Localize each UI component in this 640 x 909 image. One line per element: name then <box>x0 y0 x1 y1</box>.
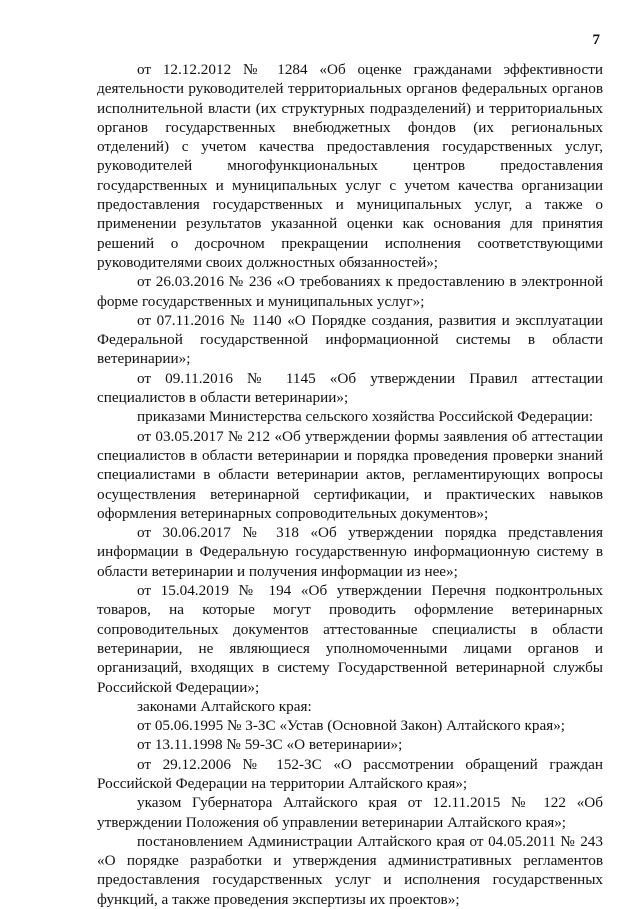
paragraph-law-152zs: от 29.12.2006 № 152-ЗС «О рассмотрении обращений граждан Российской Федерации на территории Алтайского края»; <box>97 755 603 792</box>
paragraph-regional-laws-heading: законами Алтайского края: <box>137 697 312 715</box>
document-body <box>97 60 603 909</box>
paragraph-decree-236: от 26.03.2016 № 236 «О требованиях к предоставлению в электронной форме государственных и муниципальных услуг»; <box>97 273 603 310</box>
page-number: 7 <box>592 32 600 48</box>
paragraph-order-194: от 15.04.2019 № 194 «Об утверждении Перечня подконтрольных товаров, на которые могут проводить оформление ветеринарных сопроводительных документов аттестованные специалисты в области ветеринарии, не являющиеся уполномоченными лицами органов и организаций, входящих в систему Государственной ветеринарной службы Российской Федерации»; <box>97 582 603 696</box>
paragraph-law-59zs: от 13.11.1998 № 59-ЗС «О ветеринарии»; <box>137 736 403 754</box>
paragraph-order-212: от 03.05.2017 № 212 «Об утверждении формы заявления об аттестации специалистов в области ветеринарии и порядка проведения проверки знаний специалистами в области ветеринарии актов, регламентирующих вопросы осуществления ветеринарной сертификации, и практических навыков оформления ветеринарных сопроводительных документов»; <box>97 427 603 522</box>
paragraph-governor-decree-122: указом Губернатора Алтайского края от 12.11.2015 № 122 «Об утверждении Положения об управлении ветеринарии Алтайского края»; <box>97 794 603 831</box>
paragraph-resolution-243: постановлением Администрации Алтайского края от 04.05.2011 № 243 «О порядке разработки и утверждения административных регламентов предоставления государственных услуг и исполнения государственных функций, а также проведения экспертизы их проектов»; <box>97 832 603 908</box>
paragraph-order-318: от 30.06.2017 № 318 «Об утверждении порядка представления информации в Федеральную государственную информационную систему в области ветеринарии и получения информации из нее»; <box>97 524 603 580</box>
paragraph-decree-1284: от 12.12.2012 № 1284 «Об оценке гражданами эффективности деятельности руководителей территориальных органов федеральных органов исполнительной власти (их структурных подразделений) и территориальных органов государственных внебюджетных фондов (их региональных отделений) с учетом качества предоставления государственных услуг, руководителей многофункциональных центров предоставления государственных и муниципальных услуг с учетом качества организации предоставления государственных и муниципальных услуг, а также о применении результатов указанной оценки как основания для принятия решений о досрочном прекращении исполнения соответствующими руководителями своих должностных обязанностей»; <box>97 61 603 271</box>
paragraph-law-3zs: от 05.06.1995 № 3-ЗС «Устав (Основной Закон) Алтайского края»; <box>137 717 566 735</box>
paragraph-decree-1140: от 07.11.2016 № 1140 «О Порядке создания, развития и эксплуатации Федеральной государственной информационной системы в области ветеринарии»; <box>97 311 603 368</box>
paragraph-decree-1145: от 09.11.2016 № 1145 «Об утверждении Правил аттестации специалистов в области ветеринарии»; <box>97 369 603 407</box>
paragraph-ministry-orders-heading: приказами Министерства сельского хозяйства Российской Федерации: <box>137 408 594 426</box>
